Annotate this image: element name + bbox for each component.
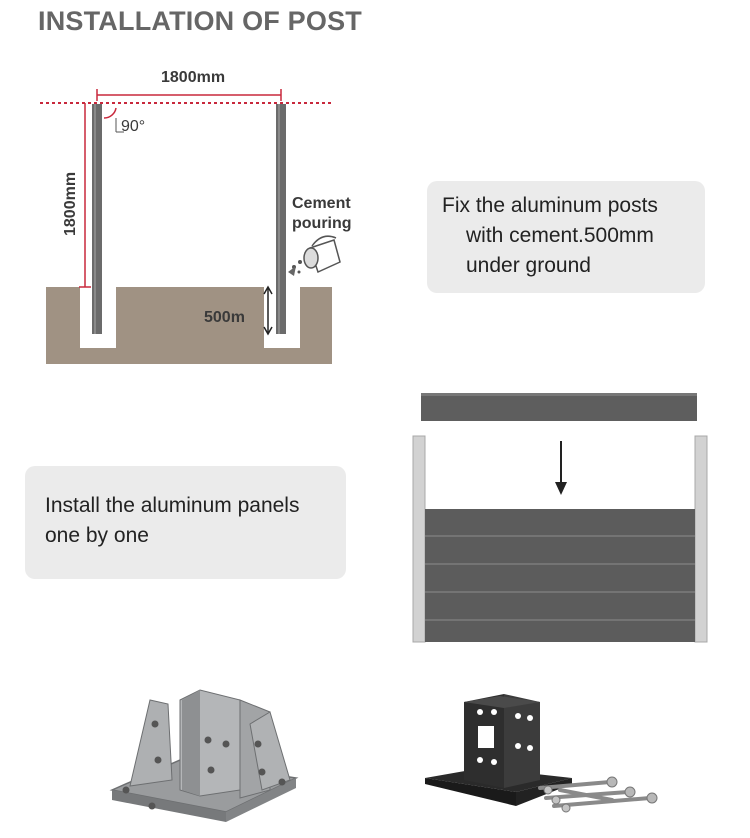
post-left — [92, 104, 102, 334]
step-1-line-3: under ground — [466, 254, 591, 277]
stacked-panels — [425, 509, 695, 642]
post-installation-diagram — [40, 69, 352, 364]
step-callout-install-panels — [25, 466, 346, 579]
depth-label: 500m — [204, 309, 245, 326]
grey-post-base-bracket — [112, 690, 296, 822]
panel-post-left — [413, 436, 425, 642]
cement-label-line2: pouring — [292, 215, 352, 232]
step-2-line-2: one by one — [45, 524, 149, 547]
angle-label: 90° — [121, 118, 146, 135]
cement-bucket-icon — [288, 236, 340, 276]
post-right — [276, 104, 286, 334]
step-callout-fix-posts — [427, 181, 705, 293]
page-title: INSTALLATION OF POST — [38, 6, 362, 36]
panel-installation-illustration — [413, 393, 707, 642]
height-label: 1800mm — [62, 171, 79, 236]
falling-panel — [421, 393, 697, 421]
step-1-line-2: with cement.500mm — [466, 224, 654, 247]
black-post-base-bracket — [425, 694, 657, 812]
step-2-line-1: Install the aluminum panels — [45, 494, 300, 517]
width-label: 1800mm — [161, 69, 226, 86]
step-1-line-1: Fix the aluminum posts — [442, 194, 658, 217]
panel-post-right — [695, 436, 707, 642]
cement-label-line1: Cement — [292, 195, 351, 212]
